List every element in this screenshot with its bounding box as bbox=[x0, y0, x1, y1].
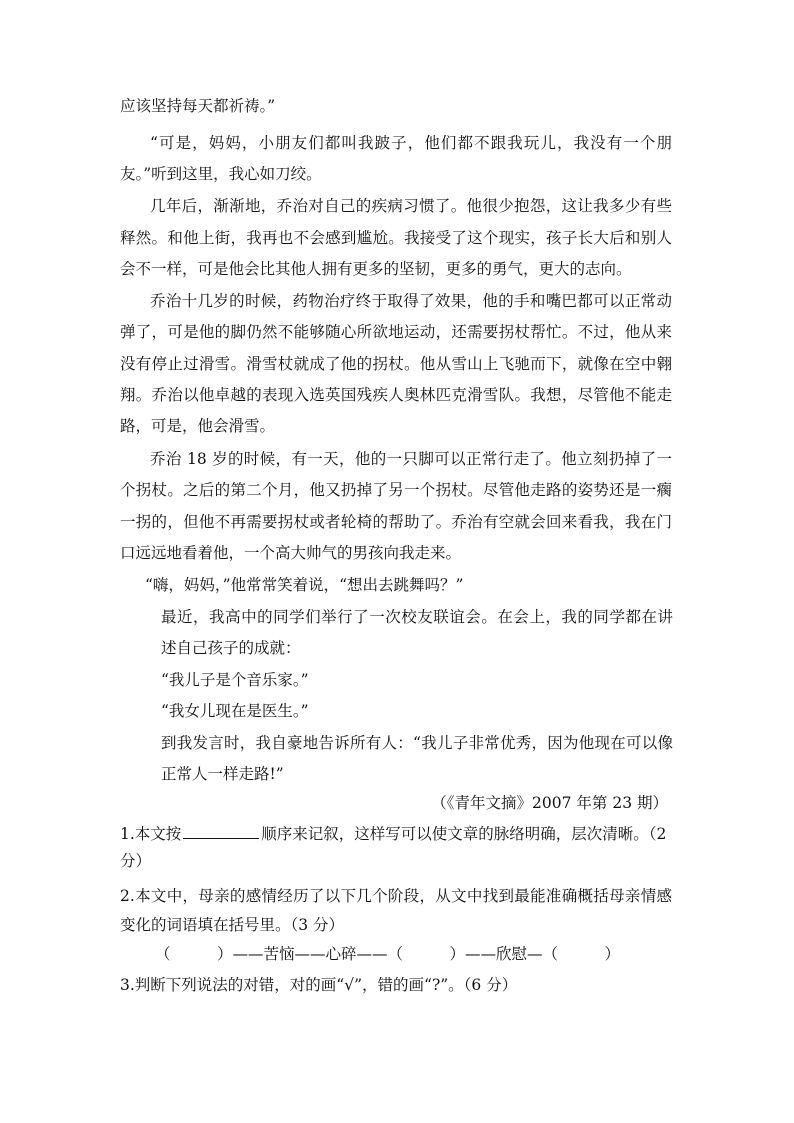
text-line: 应该坚持每天都祈祷。” bbox=[120, 97, 276, 115]
question-1-suffix: 顺序来记叙，这样写可以使文章的脉络明确，层次清晰。（2 bbox=[261, 825, 667, 843]
text-line: “我女儿现在是医生。” bbox=[161, 702, 309, 720]
text-line: 正常人一样走路!” bbox=[161, 765, 284, 783]
source-citation: （《青年文摘》2007 年第 23 期） bbox=[431, 794, 668, 812]
question-1-prefix: 1.本文按 bbox=[120, 825, 182, 843]
text-line: 没有停止过滑雪。滑雪杖就成了他的拐杖。他从雪山上飞驰而下，就像在空中翱 bbox=[120, 355, 672, 373]
text-line: 最近，我高中的同学们举行了一次校友联谊会。在会上，我的同学都在讲 bbox=[161, 608, 673, 626]
text-line: 到我发言时，我自豪地告诉所有人：“我儿子非常优秀，因为他现在可以像 bbox=[161, 734, 673, 752]
question-2-continued: 变化的词语填在括号里。（3 分） bbox=[120, 916, 345, 934]
question-1-continued: 分） bbox=[120, 852, 152, 870]
text-line: 友。”听到这里，我心如刀绞。 bbox=[120, 165, 322, 183]
text-line: 述自己孩子的成就： bbox=[161, 639, 301, 657]
text-line: “我儿子是个音乐家。” bbox=[161, 671, 309, 689]
text-line: 个拐杖。之后的第二个月，他又扔掉了另一个拐杖。尽管他走路的姿势还是一瘸 bbox=[120, 481, 672, 499]
text-line: 乔治 18 岁的时候，有一天，他的一只脚可以正常行走了。他立刻扔掉了一 bbox=[150, 450, 672, 468]
question-2: 2.本文中，母亲的感情经历了以下几个阶段，从文中找到最能准确概括母亲情感 bbox=[120, 887, 672, 905]
question-1 bbox=[120, 823, 680, 844]
text-line: 几年后，渐渐地，乔治对自己的疾病习惯了。他很少抱怨，这让我多少有些 bbox=[150, 197, 672, 215]
text-line: 口远远地看着他，一个高大帅气的男孩向我走来。 bbox=[120, 544, 462, 562]
text-line: 一拐的，但他不再需要拐杖或者轮椅的帮助了。乔治有空就会回来看我，我在门 bbox=[120, 513, 672, 531]
text-line: 乔治十几岁的时候，药物治疗终于取得了效果，他的手和嘴巴都可以正常动 bbox=[150, 292, 672, 310]
text-line: 会不一样，可是他会比其他人拥有更多的坚韧，更多的勇气，更大的志向。 bbox=[120, 260, 632, 278]
answer-blank[interactable] bbox=[183, 823, 259, 839]
question-2-blanks[interactable]: （ ）——苦恼——心碎——（ ）——欣慰—（ ） bbox=[155, 945, 621, 963]
text-line: 翔。乔治以他卓越的表现入选英国残疾人奥林匹克滑雪队。我想，尽管他不能走 bbox=[120, 386, 672, 404]
text-line: 弹了，可是他的脚仍然不能够随心所欲地运动，还需要拐杖帮忙。不过，他从来 bbox=[120, 323, 672, 341]
text-line: “可是，妈妈，小朋友们都叫我跛子，他们都不跟我玩儿，我没有一个朋 bbox=[150, 134, 672, 152]
text-line: 路，可是，他会滑雪。 bbox=[120, 417, 276, 435]
text-line: “嗨，妈妈，”他常常笑着说，“想出去跳舞吗？” bbox=[145, 576, 464, 594]
text-line: 释然。和他上街，我再也不会感到尴尬。我接受了这个现实，孩子长大后和别人 bbox=[120, 229, 672, 247]
question-3: 3.判断下列说法的对错，对的画“√”，错的画“?”。（6 分） bbox=[120, 976, 518, 994]
